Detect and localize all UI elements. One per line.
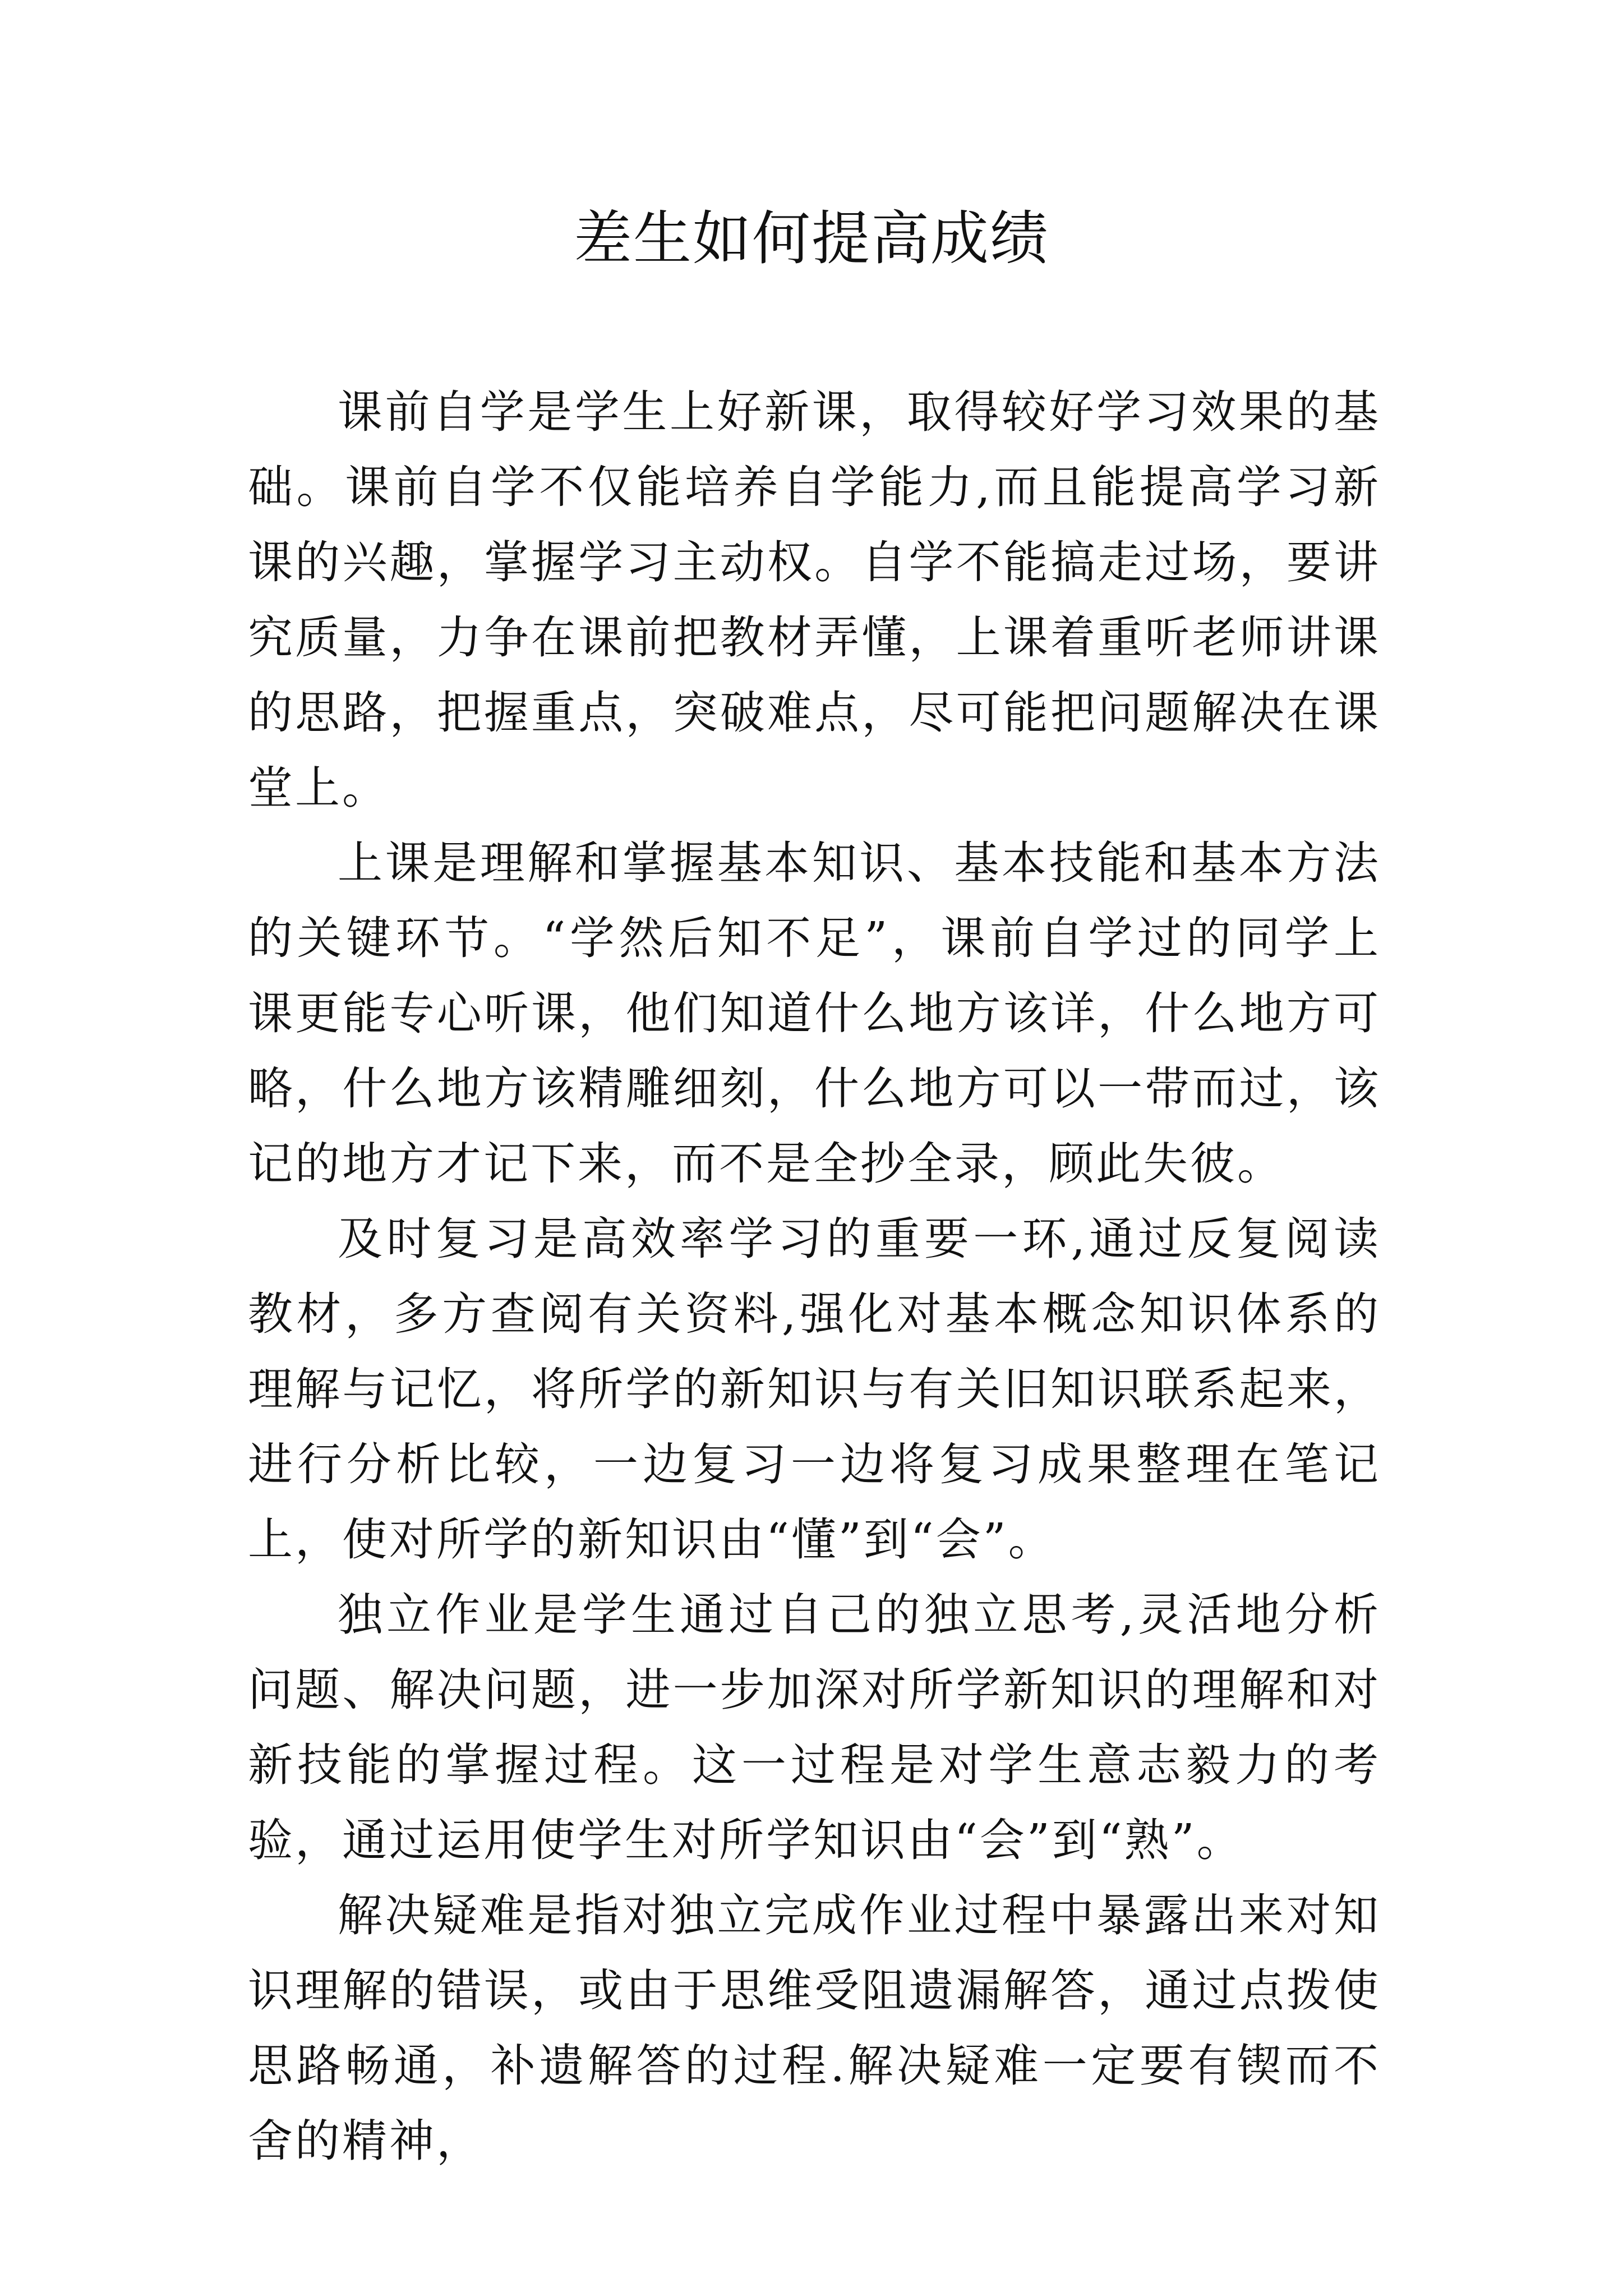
paragraph-independent-work: 独立作业是学生通过自己的独立思考,灵活地分析问题、解决问题，进一步加深对所学新知识的理解和对新技能的掌握过程。这一过程是对学生意志毅力的考验，通过运用使学生对所学知识由“会”到“熟”。 bbox=[248, 1589, 1381, 1866]
document-body bbox=[248, 375, 1381, 2179]
document-title: 差生如何提高成绩 bbox=[573, 204, 1049, 273]
paragraph-timely-review: 及时复习是高效率学习的重要一环,通过反复阅读教材，多方查阅有关资料,强化对基本概念知识体系的理解与记忆，将所学的新知识与有关旧知识联系起来，进行分析比较，一边复习一边将复习成果整理在笔记上，使对所学的新知识由“懂”到“会”。 bbox=[248, 1213, 1381, 1566]
paragraph-preview-study: 课前自学是学生上好新课，取得较好学习效果的基础。课前自学不仅能培养自学能力,而且能提高学习新课的兴趣，掌握学习主动权。自学不能搞走过场，要讲究质量，力争在课前把教材弄懂，上课着重听老师讲课的思路，把握重点，突破难点，尽可能把问题解决在课堂上。 bbox=[248, 386, 1381, 814]
paragraph-attend-class: 上课是理解和掌握基本知识、基本技能和基本方法的关键环节。“学然后知不足”，课前自学过的同学上课更能专心听课，他们知道什么地方该详，什么地方可略，什么地方该精雕细刻，什么地方可以一带而过，该记的地方才记下来，而不是全抄全录，顾此失彼。 bbox=[248, 837, 1381, 1190]
paragraph-resolve-difficulties: 解决疑难是指对独立完成作业过程中暴露出来对知识理解的错误，或由于思维受阻遗漏解答，通过点拨使思路畅通，补遗解答的过程.解决疑难一定要有锲而不舍的精神， bbox=[248, 1889, 1381, 2167]
